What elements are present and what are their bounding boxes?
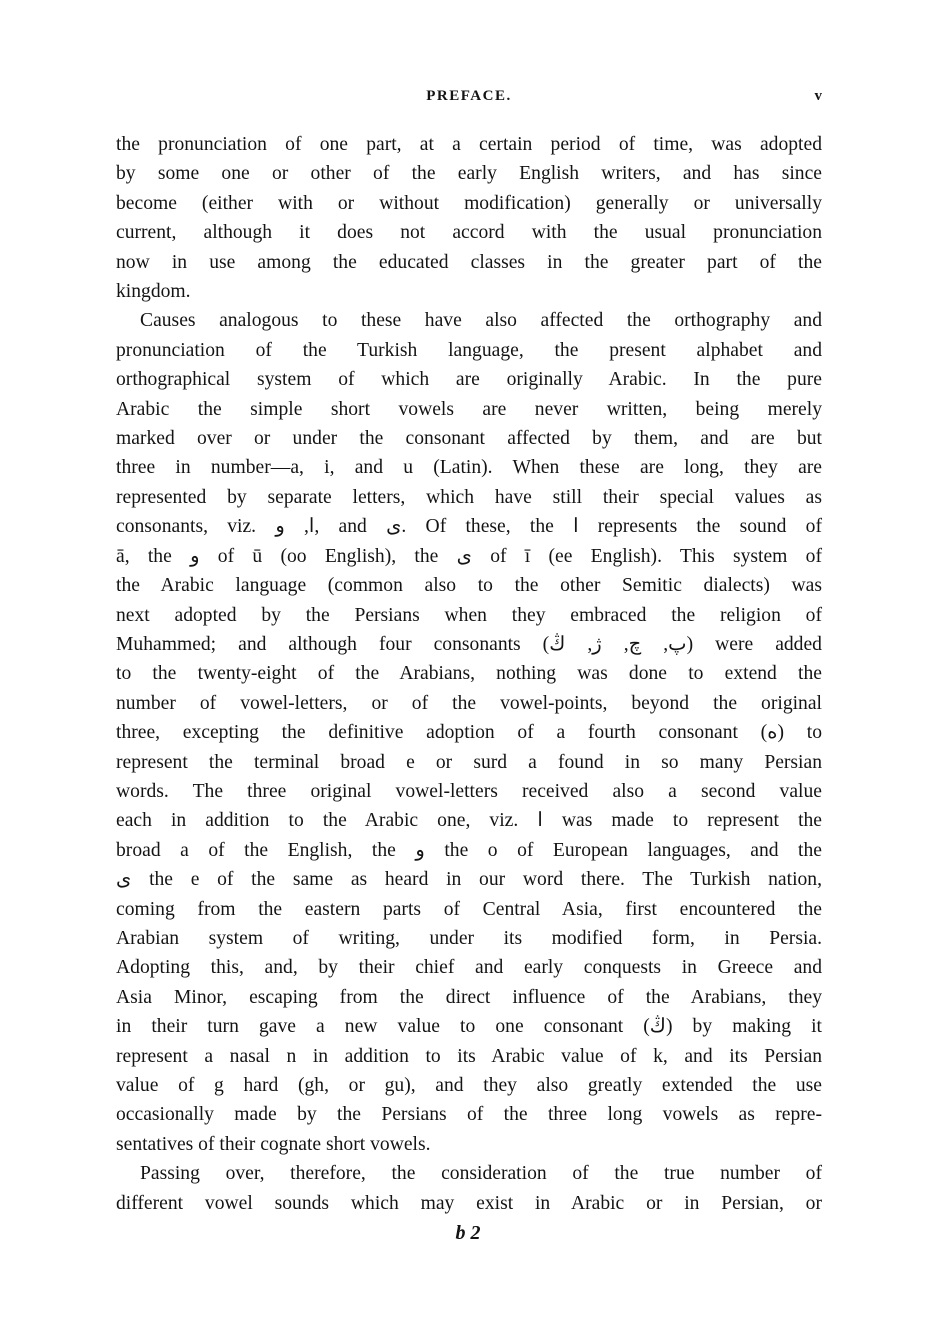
text-line: ā, the و of ū (oo English), the ى of ī (ee English). This system of <box>116 545 822 567</box>
paragraph-3 <box>116 1159 822 1218</box>
text-line: broad a of the English, the و the o of European languages, and the <box>116 839 822 861</box>
text-line: the Arabic language (common also to the other Semitic dialects) was <box>116 575 822 597</box>
page-title: PREFACE. <box>426 88 512 104</box>
text-line: in their turn gave a new value to one consonant (ڭ) by making it <box>116 1016 822 1038</box>
text-line: Arabic the simple short vowels are never written, being merely <box>116 398 822 420</box>
text-line: pronunciation of the Turkish language, the present alphabet and <box>116 339 822 361</box>
text-line: become (either with or without modification) generally or universally <box>116 192 822 214</box>
text-line: Asia Minor, escaping from the direct influence of the Arabians, they <box>116 986 822 1008</box>
text-line: next adopted by the Persians when they embraced the religion of <box>116 604 822 626</box>
text-line: Causes analogous to these have also affected the orthography and <box>140 310 822 332</box>
text-line: represented by separate letters, which have still their special values as <box>116 486 822 508</box>
text-line: ى the e of the same as heard in our word there. The Turkish nation, <box>116 869 822 891</box>
paragraph-2 <box>116 306 822 1159</box>
page-number: v <box>814 88 822 104</box>
text-line: Muhammed; and although four consonants (پ, چ, ژ, ڭ) were added <box>116 633 822 655</box>
text-line: Adopting this, and, by their chief and early conquests in Greece and <box>116 957 822 979</box>
running-head <box>116 88 822 110</box>
signature-mark: b 2 <box>455 1222 481 1244</box>
text-line: to the twenty-eight of the Arabians, nothing was done to extend the <box>116 663 822 685</box>
text-line: represent a nasal n in addition to its Arabic value of k, and its Persian <box>116 1045 822 1067</box>
text-line: three in number—a, i, and u (Latin). When these are long, they are <box>116 457 822 479</box>
text-line: different vowel sounds which may exist in Arabic or in Persian, or <box>116 1192 822 1214</box>
text-line: occasionally made by the Persians of the three long vowels as repre- <box>116 1104 822 1126</box>
text-line: by some one or other of the early English writers, and has since <box>116 163 822 185</box>
paragraph-1 <box>116 130 822 306</box>
body-text <box>116 130 822 1218</box>
text-line: represent the terminal broad e or surd a found in so many Persian <box>116 751 822 773</box>
text-line: three, excepting the definitive adoption of a fourth consonant (ه) to <box>116 722 822 744</box>
text-line: current, although it does not accord with the usual pronunciation <box>116 222 822 244</box>
text-line: words. The three original vowel-letters received also a second value <box>116 780 822 802</box>
text-line: consonants, viz. ا, و, and ى. Of these, the ا represents the sound of <box>116 516 823 538</box>
text-line: number of vowel-letters, or of the vowel-points, beyond the original <box>116 692 822 714</box>
text-line: sentatives of their cognate short vowels. <box>116 1133 431 1155</box>
text-line: coming from the eastern parts of Central Asia, first encountered the <box>116 898 822 920</box>
text-line: marked over or under the consonant affected by them, and are but <box>116 428 822 450</box>
text-line: orthographical system of which are originally Arabic. In the pure <box>116 369 822 391</box>
text-line: Passing over, therefore, the consideration of the true number of <box>140 1163 822 1185</box>
text-line: now in use among the educated classes in the greater part of the <box>116 251 822 273</box>
text-line: Arabian system of writing, under its modified form, in Persia. <box>116 927 822 949</box>
text-line: each in addition to the Arabic one, viz. ا was made to represent the <box>116 810 823 832</box>
text-line: the pronunciation of one part, at a certain period of time, was adopted <box>116 134 822 155</box>
text-line: kingdom. <box>116 281 191 303</box>
text-line: value of g hard (gh, or gu), and they also greatly extended the use <box>116 1075 822 1096</box>
